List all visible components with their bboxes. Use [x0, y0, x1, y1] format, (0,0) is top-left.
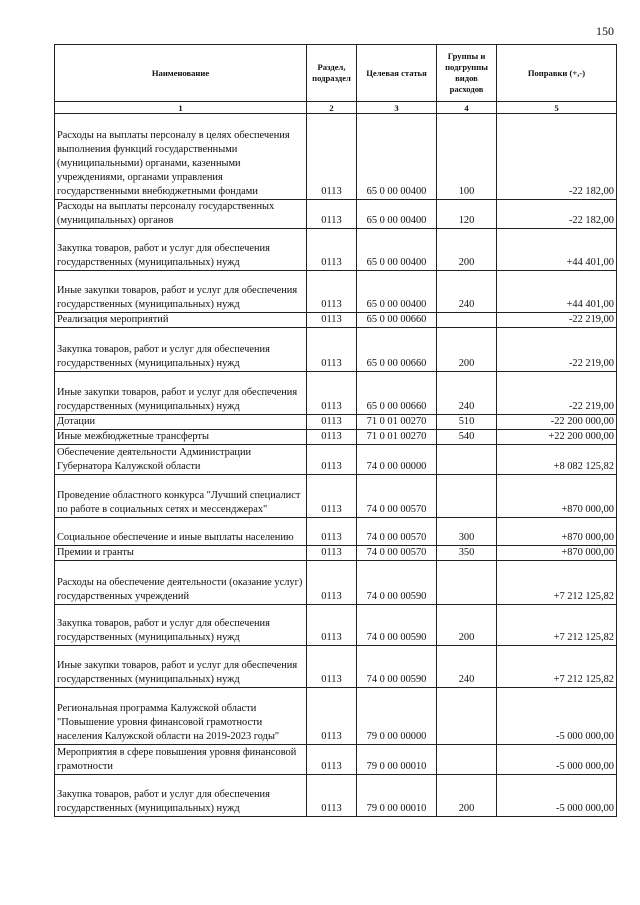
- target-code: 65 0 00 00400: [357, 114, 437, 200]
- table-row: [55, 475, 617, 518]
- header-groups: Группы и подгруппы видов расходов: [437, 45, 497, 102]
- expense-group: 350: [437, 546, 497, 561]
- item-name: Премии и гранты: [55, 546, 307, 561]
- section-code: 0113: [307, 561, 357, 605]
- item-name: Расходы на выплаты персоналу в целях обеспечения выполнения функций государственными (муниципальными) органами, казенными учреждениями, органами управления государственными внебюджетными фондами: [55, 114, 307, 200]
- target-code: 74 0 00 00570: [357, 518, 437, 546]
- target-code: 79 0 00 00010: [357, 775, 437, 817]
- item-name: Закупка товаров, работ и услуг для обеспечения государственных (муниципальных) нужд: [55, 229, 307, 271]
- target-code: 79 0 00 00000: [357, 688, 437, 745]
- expense-group: [437, 313, 497, 328]
- page-number: 150: [596, 24, 614, 38]
- expense-group: 200: [437, 605, 497, 646]
- section-code: 0113: [307, 200, 357, 229]
- expense-group: 240: [437, 372, 497, 415]
- column-number: 3: [357, 102, 437, 114]
- amendment-amount: -22 200 000,00: [497, 415, 617, 430]
- item-name: Закупка товаров, работ и услуг для обеспечения государственных (муниципальных) нужд: [55, 605, 307, 646]
- target-code: 65 0 00 00660: [357, 328, 437, 372]
- section-code: 0113: [307, 114, 357, 200]
- budget-amendments-table: [54, 44, 617, 817]
- section-code: 0113: [307, 372, 357, 415]
- amendment-amount: +7 212 125,82: [497, 561, 617, 605]
- expense-group: [437, 688, 497, 745]
- header-name: Наименование: [55, 45, 307, 102]
- table-row: [55, 745, 617, 775]
- header-amendments: Поправки (+,-): [497, 45, 617, 102]
- amendment-amount: -5 000 000,00: [497, 745, 617, 775]
- target-code: 79 0 00 00010: [357, 745, 437, 775]
- expense-group: 300: [437, 518, 497, 546]
- header-target: Целевая статья: [357, 45, 437, 102]
- amendment-amount: -22 219,00: [497, 372, 617, 415]
- column-number: 2: [307, 102, 357, 114]
- target-code: 71 0 01 00270: [357, 415, 437, 430]
- item-name: Иные закупки товаров, работ и услуг для обеспечения государственных (муниципальных) нужд: [55, 271, 307, 313]
- column-number-row: [55, 102, 617, 114]
- table-row: [55, 546, 617, 561]
- item-name: Обеспечение деятельности Администрации Губернатора Калужской области: [55, 445, 307, 475]
- amendment-amount: +22 200 000,00: [497, 430, 617, 445]
- section-code: 0113: [307, 475, 357, 518]
- expense-group: [437, 475, 497, 518]
- section-code: 0113: [307, 605, 357, 646]
- column-number: 1: [55, 102, 307, 114]
- amendment-amount: -22 182,00: [497, 114, 617, 200]
- amendment-amount: -22 219,00: [497, 328, 617, 372]
- amendment-amount: +870 000,00: [497, 518, 617, 546]
- expense-group: 200: [437, 328, 497, 372]
- section-code: 0113: [307, 445, 357, 475]
- header-section: Раздел, подраздел: [307, 45, 357, 102]
- expense-group: 510: [437, 415, 497, 430]
- expense-group: [437, 445, 497, 475]
- expense-group: 200: [437, 775, 497, 817]
- section-code: 0113: [307, 430, 357, 445]
- section-code: 0113: [307, 271, 357, 313]
- section-code: 0113: [307, 415, 357, 430]
- target-code: 74 0 00 00590: [357, 646, 437, 688]
- amendment-amount: +8 082 125,82: [497, 445, 617, 475]
- table-row: [55, 646, 617, 688]
- column-number: 5: [497, 102, 617, 114]
- expense-group: [437, 561, 497, 605]
- table-row: [55, 372, 617, 415]
- section-code: 0113: [307, 646, 357, 688]
- section-code: 0113: [307, 328, 357, 372]
- amendment-amount: -22 219,00: [497, 313, 617, 328]
- table-row: [55, 561, 617, 605]
- section-code: 0113: [307, 775, 357, 817]
- expense-group: [437, 745, 497, 775]
- item-name: Проведение областного конкурса "Лучший специалист по работе в социальных сетях и мессенджерах": [55, 475, 307, 518]
- target-code: 65 0 00 00400: [357, 271, 437, 313]
- target-code: 65 0 00 00660: [357, 372, 437, 415]
- table-row: [55, 518, 617, 546]
- expense-group: 240: [437, 271, 497, 313]
- item-name: Региональная программа Калужской области "Повышение уровня финансовой грамотности населения Калужской области на 2019-2023 годы": [55, 688, 307, 745]
- table-row: [55, 328, 617, 372]
- amendment-amount: -5 000 000,00: [497, 775, 617, 817]
- amendment-amount: -22 182,00: [497, 200, 617, 229]
- expense-group: 120: [437, 200, 497, 229]
- section-code: 0113: [307, 313, 357, 328]
- target-code: 65 0 00 00400: [357, 200, 437, 229]
- section-code: 0113: [307, 546, 357, 561]
- item-name: Расходы на обеспечение деятельности (оказание услуг) государственных учреждений: [55, 561, 307, 605]
- item-name: Социальное обеспечение и иные выплаты населению: [55, 518, 307, 546]
- section-code: 0113: [307, 745, 357, 775]
- target-code: 74 0 00 00570: [357, 546, 437, 561]
- section-code: 0113: [307, 229, 357, 271]
- item-name: Закупка товаров, работ и услуг для обеспечения государственных (муниципальных) нужд: [55, 328, 307, 372]
- target-code: 74 0 00 00000: [357, 445, 437, 475]
- item-name: Расходы на выплаты персоналу государственных (муниципальных) органов: [55, 200, 307, 229]
- amendment-amount: +44 401,00: [497, 271, 617, 313]
- table-row: [55, 200, 617, 229]
- amendment-amount: +7 212 125,82: [497, 646, 617, 688]
- table-row: [55, 313, 617, 328]
- target-code: 71 0 01 00270: [357, 430, 437, 445]
- item-name: Дотации: [55, 415, 307, 430]
- table-row: [55, 605, 617, 646]
- amendment-amount: -5 000 000,00: [497, 688, 617, 745]
- target-code: 74 0 00 00590: [357, 561, 437, 605]
- target-code: 74 0 00 00570: [357, 475, 437, 518]
- table-row: [55, 688, 617, 745]
- expense-group: 100: [437, 114, 497, 200]
- item-name: Иные межбюджетные трансферты: [55, 430, 307, 445]
- amendment-amount: +7 212 125,82: [497, 605, 617, 646]
- table-row: [55, 775, 617, 817]
- item-name: Реализация мероприятий: [55, 313, 307, 328]
- target-code: 65 0 00 00660: [357, 313, 437, 328]
- table-row: [55, 415, 617, 430]
- item-name: Иные закупки товаров, работ и услуг для обеспечения государственных (муниципальных) нужд: [55, 372, 307, 415]
- item-name: Закупка товаров, работ и услуг для обеспечения государственных (муниципальных) нужд: [55, 775, 307, 817]
- table-row: [55, 271, 617, 313]
- section-code: 0113: [307, 688, 357, 745]
- table-row: [55, 445, 617, 475]
- item-name: Мероприятия в сфере повышения уровня финансовой грамотности: [55, 745, 307, 775]
- column-number: 4: [437, 102, 497, 114]
- target-code: 65 0 00 00400: [357, 229, 437, 271]
- table-row: [55, 430, 617, 445]
- header-row: [55, 45, 617, 102]
- amendment-amount: +870 000,00: [497, 475, 617, 518]
- expense-group: 540: [437, 430, 497, 445]
- table-row: [55, 229, 617, 271]
- table-row: [55, 114, 617, 200]
- section-code: 0113: [307, 518, 357, 546]
- amendment-amount: +870 000,00: [497, 546, 617, 561]
- expense-group: 200: [437, 229, 497, 271]
- target-code: 74 0 00 00590: [357, 605, 437, 646]
- expense-group: 240: [437, 646, 497, 688]
- item-name: Иные закупки товаров, работ и услуг для обеспечения государственных (муниципальных) нужд: [55, 646, 307, 688]
- amendment-amount: +44 401,00: [497, 229, 617, 271]
